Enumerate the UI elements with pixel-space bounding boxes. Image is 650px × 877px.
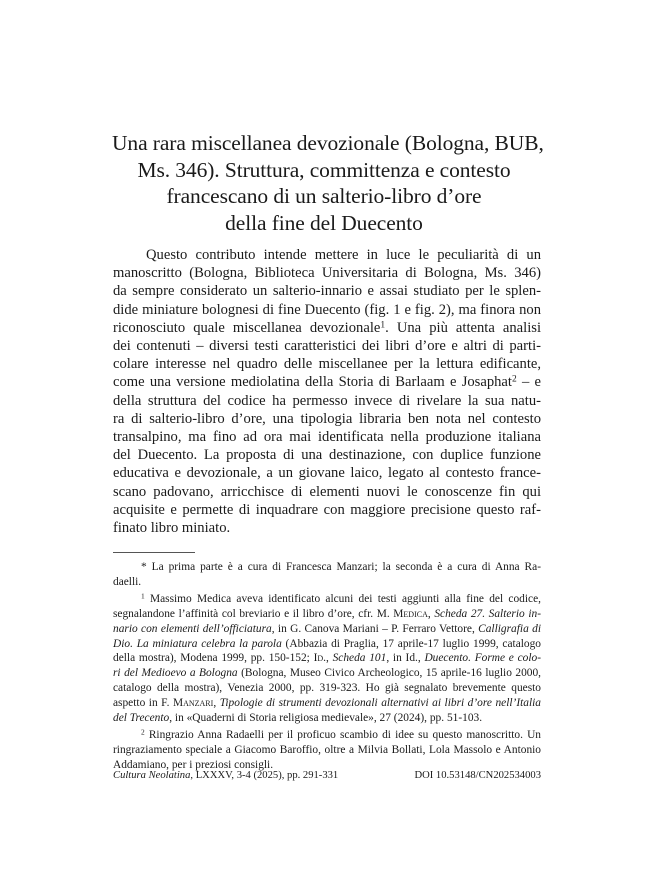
journal-name: Cultura Neolatina	[113, 770, 191, 781]
footnote-1-line	[113, 711, 541, 726]
work-title: Tipologie di strumenti devozionali alternativi ai libri d’ore nell’Italia	[219, 697, 542, 710]
footnote-1-line: catalogo della mostra), Venezia 2000, pp. 319-323. Ho già segnalato brevemente questo	[113, 682, 541, 695]
footnote-1-line	[113, 622, 541, 637]
author-name: Medica	[393, 607, 428, 620]
footnote-text: ,	[326, 652, 333, 665]
body-line: scano padovano, arricchisce di elementi nuovi le conoscenze fin qui	[113, 483, 541, 500]
footnote-text: segnalandone l’affinità col breviario e il libro d’ore, cfr. M.	[113, 607, 394, 620]
work-title: Dio. La miniatura celebra la parola	[113, 637, 282, 650]
work-title: Duecento. Forme e colo-	[424, 652, 542, 665]
footnote-2-line: ringraziamento speciale a Giacomo Baroffio, oltre a Milvia Bollati, Lola Massolo e Antonio	[113, 743, 541, 756]
body-line: da sempre considerato un salterio-innario e assai studiato per le splen-	[113, 283, 541, 300]
body-line-text: riconosciuto quale miscellanea devozionale	[113, 319, 381, 336]
article-title	[112, 130, 544, 236]
title-line: Una rara miscellanea devozionale (Bologna, BUB,	[112, 131, 544, 155]
body-line: ra di salterio-libro d’ore, una tipologia libraria ben nota nel contesto	[113, 410, 541, 427]
abstract-paragraph	[113, 246, 541, 537]
body-line: dide miniature bolognesi di fine Duecento (fig. 1 e fig. 2), ma finora non	[113, 301, 541, 318]
title-line: francescano di un salterio-libro d’ore	[166, 184, 482, 208]
footnote-1-line	[113, 696, 541, 711]
body-line: transalpino, ma fino ad ora mai identificata nella produzione italiana	[113, 429, 541, 446]
doi[interactable]: DOI 10.53148/CN202534003	[414, 770, 541, 781]
body-line	[113, 373, 541, 391]
citation-details: , LXXXV, 3-4 (2025), pp. 291-331	[190, 770, 339, 781]
work-title: ri del Medioevo a Bologna	[113, 667, 238, 680]
footnote-marker-2: 2	[141, 727, 145, 737]
work-title: Scheda 101	[332, 652, 387, 665]
footnote-text: (Bologna, Museo Civico Archeologico, 15 aprile-16 luglio 2000,	[237, 667, 542, 680]
body-line: educativa e devozionale, a un giovane laico, legato al contesto france-	[113, 465, 541, 482]
journal-citation	[113, 769, 338, 782]
footnote-1-line	[113, 666, 541, 681]
body-line: colare interesse nel quadro delle miscellanee per la lettura edificante,	[113, 356, 541, 373]
footnote-ref-2[interactable]: 2	[511, 374, 517, 385]
body-line	[113, 319, 541, 337]
footnote-1-line	[113, 607, 541, 622]
body-line: manoscritto (Bologna, Biblioteca Universitaria di Bologna, Ms. 346)	[113, 265, 541, 282]
footnote-text: Massimo Medica aveva identificato alcuni dei testi aggiunti alla fine del codice,	[144, 592, 541, 605]
body-line: del Duecento. La proposta di una destinazione, con duplice funzione	[113, 447, 541, 464]
footnote-text: aspetto in F.	[113, 697, 173, 710]
footnote-text: , in G. Canova Mariani – P. Ferraro Vettore,	[271, 622, 479, 635]
body-line: dei contenuti – diversi testi caratteristici dei libri d’ore e altri di parti-	[113, 338, 541, 355]
body-line: acquisite e permette di inquadrare con maggiore precisione questo raf-	[113, 501, 541, 518]
author-name: Manzari	[172, 697, 214, 710]
footnote-marker-star: *	[141, 561, 147, 573]
work-title: nario con elementi dell’officiatura	[113, 622, 272, 635]
title-line: Ms. 346). Struttura, committenza e contesto	[137, 157, 511, 182]
footnote-text: La prima parte è a cura di Francesca Manzari; la seconda è a cura di Anna Ra-	[146, 561, 541, 573]
body-line: della struttura del codice ha permesso invece di rivelare la sua natu-	[113, 392, 541, 409]
body-line: Questo contributo intende mettere in luce le peculiarità di un	[146, 247, 541, 263]
footnote-text: , in «Quaderni di Storia religiosa medievale», 27 (2024), pp. 51-103.	[169, 712, 483, 725]
footnote-text: , in Id.,	[386, 652, 425, 665]
body-line-text: . Una più attenta analisi	[385, 319, 541, 336]
body-line: finato libro miniato.	[113, 520, 231, 537]
footnote-2-line: Addamiano, per i preziosi consigli.	[113, 758, 274, 771]
footnote-star-line: daelli.	[113, 575, 142, 588]
work-title: del Trecento	[113, 712, 170, 725]
footnote-ref-1[interactable]: 1	[380, 320, 386, 331]
footnote-star-line	[113, 560, 541, 575]
footnote-1-line	[113, 592, 541, 607]
footnote-separator	[113, 552, 195, 553]
footnote-2-line	[113, 728, 541, 743]
footnote-text: (Abbazia di Praglia, 17 aprile-17 luglio 1999, catalogo	[281, 637, 541, 650]
footnote-text: della mostra), Modena 1999, pp. 150-152;	[113, 652, 314, 665]
footnote-marker-1: 1	[141, 591, 145, 601]
title-line: della fine del Duecento	[225, 210, 423, 235]
body-line-text: – e	[516, 374, 541, 391]
work-title: Calligrafia di	[478, 622, 541, 635]
footnotes	[113, 560, 541, 773]
footnote-1-line	[113, 637, 541, 652]
footnote-1-line	[113, 651, 541, 666]
footnote-text: ,	[213, 697, 220, 710]
page-footer	[113, 769, 541, 782]
author-name: Id.	[313, 652, 326, 665]
body-line-text: come una versione mediolatina della Storia di Barlaam e Josaphat	[113, 374, 512, 391]
footnote-text: ,	[427, 607, 435, 620]
work-title: Scheda 27. Salterio in-	[434, 607, 541, 620]
footnote-text: Ringrazio Anna Radaelli per il proficuo scambio di idee su questo manoscritto. Un	[144, 728, 541, 741]
